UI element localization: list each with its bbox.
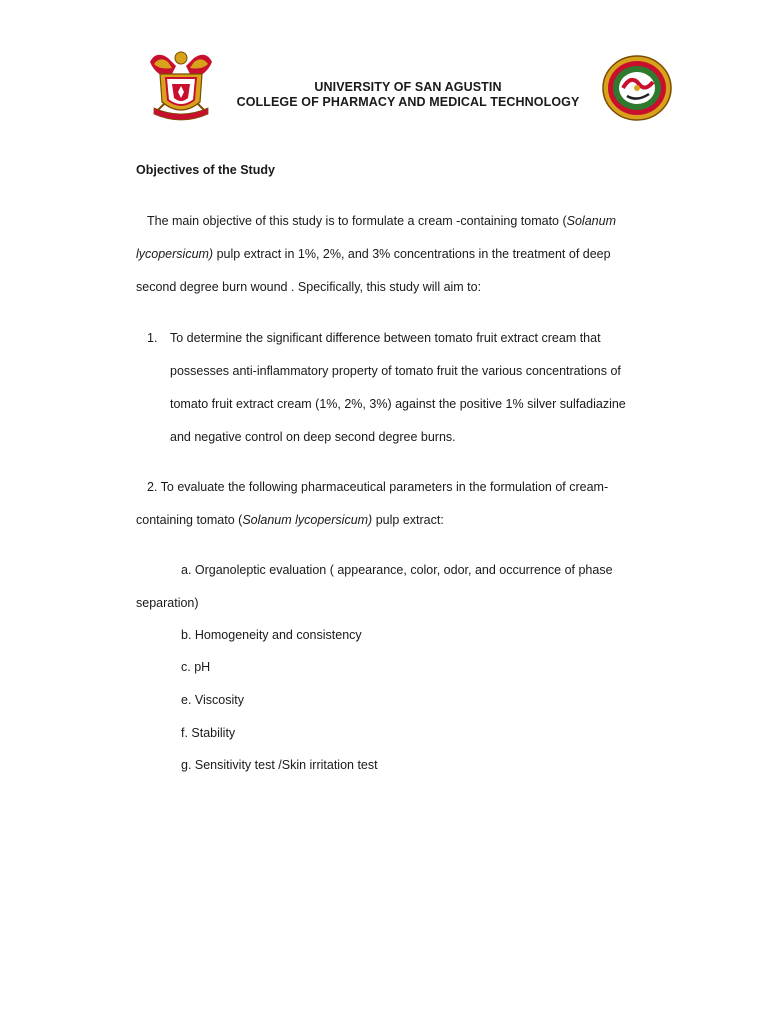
- subitem-g: g. Sensitivity test /Skin irritation test: [181, 758, 378, 772]
- intro-text: pulp extract in 1%, 2%, and 3% concentrations in the treatment of deep: [213, 247, 611, 261]
- objective-line: 2. To evaluate the following pharmaceutical parameters in the formulation of cream-: [147, 480, 609, 494]
- scientific-name-genus: Solanum: [566, 214, 616, 228]
- intro-line-3: second degree burn wound . Specifically, this study will aim to:: [136, 280, 482, 294]
- objective-line: tomato fruit extract cream (1%, 2%, 3%) against the positive 1% silver sulfadiazine: [170, 397, 626, 411]
- intro-text: The main objective of this study is to formulate a cream -containing tomato (: [147, 214, 567, 228]
- list-number: 1.: [147, 331, 158, 345]
- university-name: UNIVERSITY OF SAN AGUSTIN: [314, 80, 502, 94]
- section-title: Objectives of the Study: [136, 163, 275, 177]
- letterhead: [0, 0, 768, 140]
- subitem-a: [136, 554, 676, 620]
- intro-line-1: [136, 205, 666, 238]
- subitem-line: separation): [136, 596, 199, 610]
- subitem-f: f. Stability: [181, 726, 236, 740]
- subitem-e: e. Viscosity: [181, 693, 244, 707]
- intro-paragraph: [136, 205, 666, 304]
- objective-text: pulp extract:: [372, 513, 444, 527]
- scientific-name-species: lycopersicum): [136, 247, 214, 261]
- pharmacy-seal-logo: [601, 54, 673, 122]
- objective-line: possesses anti-inflammatory property of tomato fruit the various concentrations of: [170, 364, 621, 378]
- university-seal-logo: [146, 48, 216, 122]
- scientific-name: Solanum lycopersicum): [242, 513, 373, 527]
- objective-line: and negative control on deep second degree burns.: [170, 430, 456, 444]
- institution-name: [214, 80, 602, 110]
- objective-item-2: [136, 471, 666, 537]
- subitem-b: b. Homogeneity and consistency: [181, 628, 362, 642]
- college-name: COLLEGE OF PHARMACY AND MEDICAL TECHNOLOGY: [236, 95, 580, 109]
- objective-line: [136, 504, 666, 537]
- intro-line-2: [136, 238, 666, 271]
- objective-text: containing tomato (: [136, 513, 243, 527]
- objective-item-1-text: [170, 322, 680, 454]
- subitem-line: a. Organoleptic evaluation ( appearance, color, odor, and occurrence of phase: [181, 563, 613, 577]
- subitem-c: c. pH: [181, 660, 211, 674]
- objective-line: To determine the significant difference between tomato fruit extract cream that: [170, 331, 601, 345]
